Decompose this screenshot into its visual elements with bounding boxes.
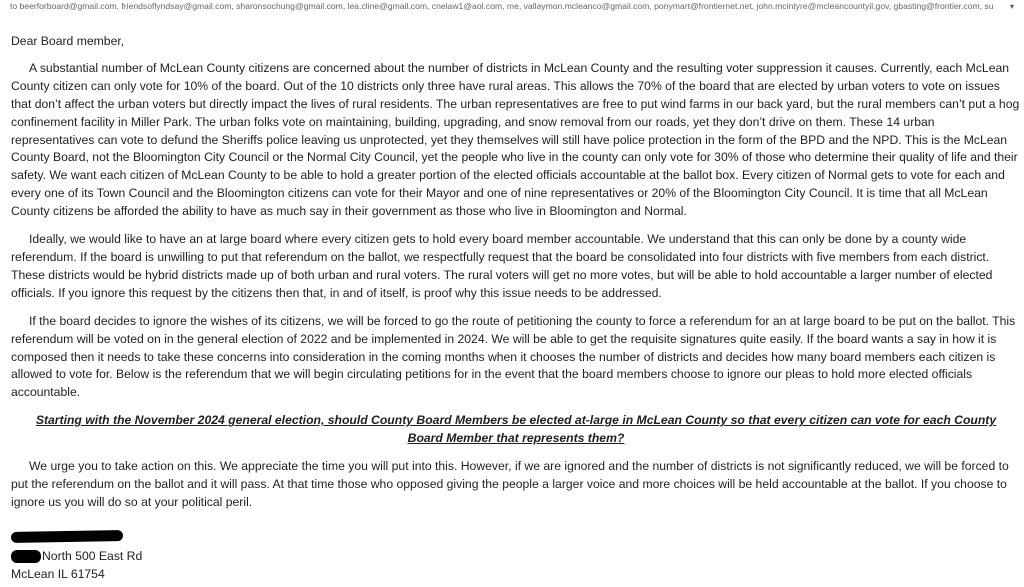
paragraph-3: If the board decides to ignore the wishes of its citizens, we will be forced to go the route of petitioning the county to force a referendum for an at large board to be put on the ballot. This referendum will be voted on in the general election of 2022 and be implemented in 2024. We will be able to get the requisite signatures quite easily. If the board wants a say in how it is composed then it needs to take these concerns into consideration in the coming months when it chooses the number of districts and decides how many board members each citizen is allowed to vote for. Below is the referendum that we will begin circulating petitions for in the event that the board members choose to ignore our pleas to hold more elected officials accountable.: [11, 313, 1016, 400]
recipients-text: to beerforboard@gmail.com, friendsoflyndsay@gmail.com, sharonsochung@gmail.com, lea.cline@gmail.com, cnelaw1@aol.com, me, vallaymon.mcleanco@gmail.com, ponymart@frontiernet.net, john.mcintyre@mcleancountyil.gov, gbasting@frontier.com, su: [10, 1, 994, 11]
address-city: McLean IL 61754: [11, 566, 105, 581]
closing-paragraph: We urge you to take action on this. We appreciate the time you will put into this. However, if we are ignored and the number of districts is not significantly reduced, we will be forced to put the referendum on the ballot and it will pass. At that time those who opposed giving the people a larger voice and more choices will be held accountable at the ballot. If you choose to ignore us you will do so at your political peril.: [11, 459, 1009, 509]
redacted-name: [11, 530, 123, 543]
address-street-line: [11, 548, 142, 566]
recipients-line[interactable]: [10, 1, 1014, 11]
paragraph-2: Ideally, we would like to have an at large board where every citizen gets to hold every board member accountable. We understand that this can only be done by a county wide referendum. If the board is unwilling to put that referendum on the ballot, we respectfully request that the board be consolidated into four districts with five members from each district. These districts would be hybrid districts made up of both urban and rural voters. The rural voters will get no more votes, but will be able to hold accountable a larger number of elected officials. If you ignore this request by the citizens then that, in and of itself, is proof why this issue needs to be addressed.: [11, 232, 993, 300]
paragraph-1: A substantial number of McLean County citizens are concerned about the number of districts in McLean County and the resulting voter suppression it causes. Currently, each McLean County citizen can only vote for 10% of the board. Out of the 10 districts only three have rural areas. This allows the 70% of the board that are elected by urban voters to vote on issues that don’t affect the urban voters but directly impact the lives of rural residents. The urban representatives are free to put wind farms in our back yard, but the rural members can’t put a hog confinement facility in Miller Park. The urban folks vote on maintaining, building, upgrading, and snow removal from our roads, yet they don’t drive on them. These 14 urban representatives can vote to defund the Sheriffs police leaving us unprotected, yet they themselves will still have police protection in the form of the BPD and the NPD. This is the McLean County Board, not the Bloomington City Council or the Normal City Council, yet the people who live in the county can only vote for 30% of those who determine their quality of life and their safety. We want each citizen of McLean County to be able to hold a greater portion of the elected officials accountable at the ballot box. Every citizen of Normal gets to vote for each and every one of its Town Council and the Bloomington citizens can vote for their Mayor and one of nine representatives or 20% of the Bloomington City Council. It is time that all McLean County citizens be afforded the ability to have as much say in their government as those who live in Bloomington and Normal.: [11, 60, 1020, 219]
email-body: [11, 33, 1021, 522]
redacted-house-number: [11, 550, 41, 563]
greeting: Dear Board member,: [11, 34, 125, 48]
chevron-down-icon[interactable]: ▾: [1009, 1, 1014, 11]
signature-block: [11, 531, 142, 584]
address-street: North 500 East Rd: [42, 549, 143, 563]
referendum-question: Starting with the November 2024 general election, should County Board Members be elected at-large in McLean County so that every citizen can vote for each County Board Member that represents them?: [35, 413, 997, 446]
